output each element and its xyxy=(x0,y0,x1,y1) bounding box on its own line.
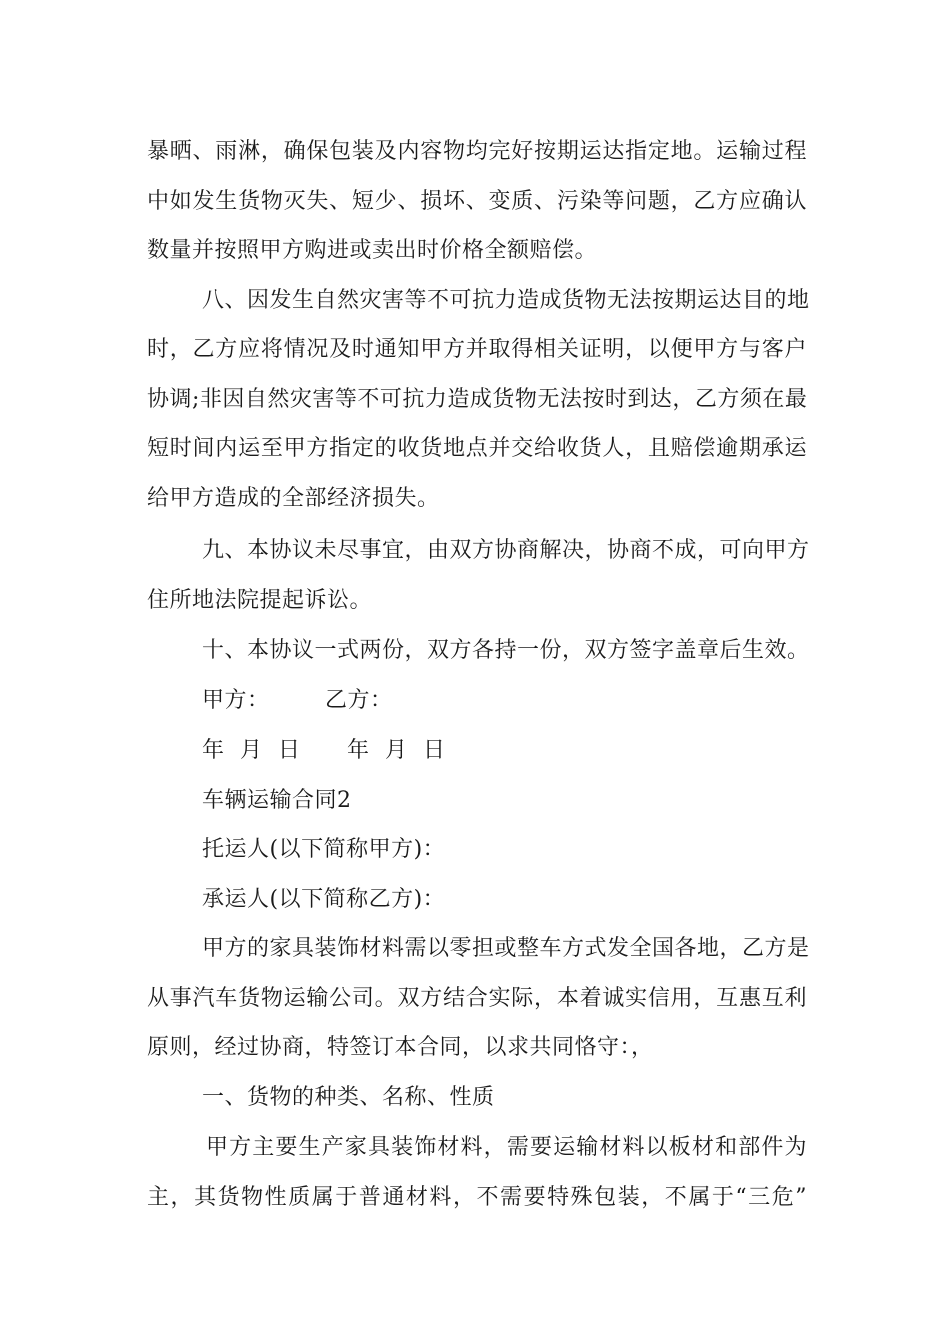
clause-10-line: 十、本协议一式两份，双方各持一份，双方签字盖章后生效。 xyxy=(202,638,810,663)
paragraph-line: 甲方的家具装饰材料需以零担或整车方式发全国各地，乙方是 xyxy=(202,936,810,961)
paragraph-line: 给甲方造成的全部经济损失。 xyxy=(147,486,440,511)
paragraph-line: 住所地法院提起诉讼。 xyxy=(147,588,373,613)
paragraph-line: 从事汽车货物运输公司。双方结合实际，本着诚实信用，互惠互利 xyxy=(147,986,807,1011)
section-heading: 一、货物的种类、名称、性质 xyxy=(202,1085,495,1110)
party-b-signature-label: 乙方： xyxy=(325,688,393,713)
paragraph-line: 数量并按照甲方购进或卖出时价格全额赔偿。 xyxy=(147,238,598,263)
paragraph-line: 暴晒、雨淋，确保包装及内容物均完好按期运达指定地。运输过程 xyxy=(147,139,807,164)
paragraph-line: 协调;非因自然灾害等不可抗力造成货物无法按时到达，乙方须在最 xyxy=(147,387,808,412)
carrier-label: 承运人(以下简称乙方)： xyxy=(202,887,446,912)
party-b-date-label: 年 月 日 xyxy=(347,738,446,763)
paragraph-line: 中如发生货物灭失、短少、损坏、变质、污染等问题，乙方应确认 xyxy=(147,189,807,214)
paragraph-line: 时，乙方应将情况及时通知甲方并取得相关证明，以便甲方与客户 xyxy=(147,337,807,362)
party-a-date-label: 年 月 日 xyxy=(202,738,301,763)
party-a-signature-label: 甲方： xyxy=(202,688,270,713)
contract-title: 车辆运输合同2 xyxy=(202,788,352,813)
shipper-label: 托运人(以下简称甲方)： xyxy=(202,837,446,862)
paragraph-line: 甲方主要生产家具装饰材料，需要运输材料以板材和部件为 xyxy=(206,1135,807,1160)
clause-9-line: 九、本协议未尽事宜，由双方协商解决，协商不成，可向甲方 xyxy=(202,538,810,563)
paragraph-line: 原则，经过协商，特签订本合同，以求共同恪守：， xyxy=(147,1035,654,1060)
clause-8-line: 八、因发生自然灾害等不可抗力造成货物无法按期运达目的地 xyxy=(202,288,810,313)
paragraph-line: 主，其货物性质属于普通材料，不需要特殊包装，不属于“三危” xyxy=(147,1185,807,1210)
paragraph-line: 短时间内运至甲方指定的收货地点并交给收货人，且赔偿逾期承运 xyxy=(147,436,807,461)
